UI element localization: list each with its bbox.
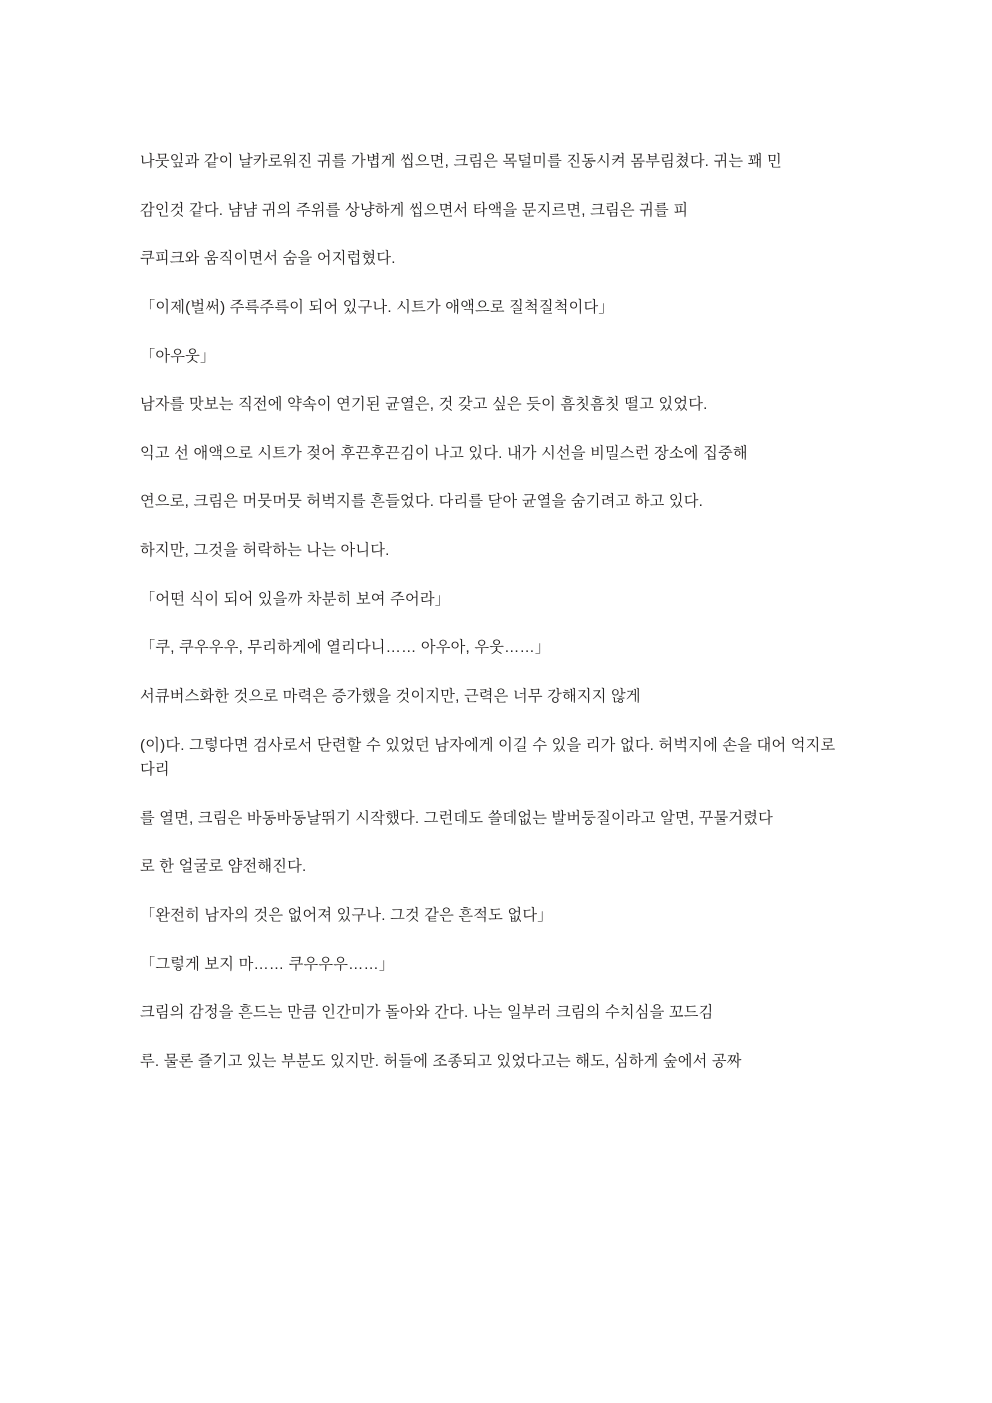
paragraph: 루. 물론 즐기고 있는 부분도 있지만. 허들에 조종되고 있었다고는 해도, 심하게 숲에서 공짜: [140, 1052, 742, 1070]
paragraph: 「아우웃」: [140, 347, 216, 365]
paragraph: 쿠피크와 움직이면서 숨을 어지럽혔다.: [140, 250, 396, 268]
paragraph: 감인것 같다. 냠냠 귀의 주위를 상냥하게 씹으면서 타액을 문지르면, 크림은 귀를 피: [140, 201, 689, 219]
paragraph: 익고 선 애액으로 시트가 젖어 후끈후끈김이 나고 있다. 내가 시선을 비밀스런 장소에 집중해: [140, 444, 748, 462]
paragraph: 를 열면, 크림은 바동바동날뛰기 시작했다. 그런데도 쓸데없는 발버둥질이라고 알면, 꾸물거렸다: [140, 809, 774, 827]
paragraph: 남자를 맛보는 직전에 약속이 연기된 균열은, 것 갖고 싶은 듯이 흠칫흠칫 떨고 있었다.: [140, 396, 708, 414]
paragraph: 「어떤 식이 되어 있을까 차분히 보여 주어라」: [140, 590, 451, 608]
paragraph: 「쿠, 쿠우우우, 무리하게에 열리다니…… 아우아, 우웃……」: [140, 639, 551, 657]
paragraph: 연으로, 크림은 머뭇머뭇 허벅지를 흔들었다. 다리를 닫아 균열을 숨기려고 하고 있다.: [140, 493, 704, 511]
paragraph: 「그렇게 보지 마…… 쿠우우우……」: [140, 955, 395, 973]
paragraph: (이)다. 그렇다면 검사로서 단련할 수 있었던 남자에게 이길 수 있을 리가 없다. 허벅지에 손을 대어 억지로 다리: [140, 736, 840, 779]
paragraph: 크림의 감정을 흔드는 만큼 인간미가 돌아와 간다. 나는 일부러 크림의 수치심을 꼬드김: [140, 1004, 714, 1022]
document-body: [140, 150, 852, 1075]
paragraph: 하지만, 그것을 허락하는 나는 아니다.: [140, 542, 390, 559]
paragraph: 「이제(벌써) 주륵주륵이 되어 있구나. 시트가 애액으로 질척질척이다」: [140, 298, 614, 316]
paragraph: 로 한 얼굴로 얌전해진다.: [140, 858, 307, 876]
paragraph: 나뭇잎과 같이 날카로워진 귀를 가볍게 씹으면, 크림은 목덜미를 진동시켜 몸부림쳤다. 귀는 꽤 민: [140, 153, 782, 170]
paragraph: 「완전히 남자의 것은 없어져 있구나. 그것 같은 흔적도 없다」: [140, 907, 553, 924]
paragraph: 서큐버스화한 것으로 마력은 증가했을 것이지만, 근력은 너무 강해지지 않게: [140, 687, 641, 705]
